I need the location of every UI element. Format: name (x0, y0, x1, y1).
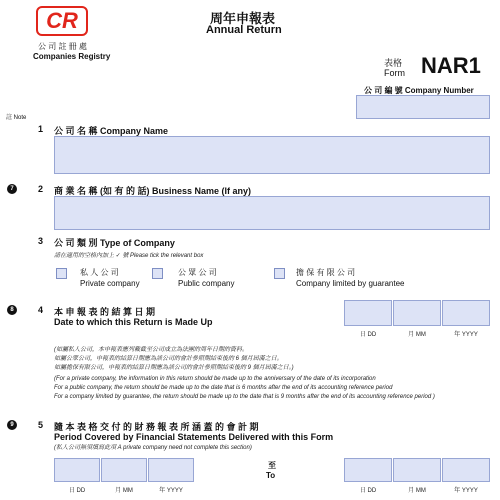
period-to-day-caption: 日 DD (359, 488, 377, 494)
form-title-en: Annual Return (206, 24, 282, 36)
company-name-field[interactable] (54, 136, 490, 174)
company-number-field[interactable] (356, 95, 490, 119)
registry-logo (36, 6, 88, 36)
private-company-checkbox[interactable] (56, 268, 67, 279)
made-up-month-field[interactable] (393, 300, 441, 326)
period-to-label-zh: 至 (268, 461, 276, 470)
public-company-label-zh: 公 眾 公 司 (178, 268, 217, 277)
period-to-month-field[interactable] (393, 458, 441, 482)
period-covered-label-zh: 隨 本 表 格 交 付 的 財 務 報 表 所 涵 蓋 的 會 計 期 (54, 422, 259, 432)
section-3-number: 3 (38, 236, 44, 246)
period-covered-note: (私人公司無須填寫此項 A private company need not complete this section) (54, 445, 252, 451)
public-company-checkbox[interactable] (152, 268, 163, 279)
made-up-date-label-zh: 本 申 報 表 的 結 算 日 期 (54, 307, 156, 317)
guarantee-company-checkbox[interactable] (274, 268, 285, 279)
note-label (6, 112, 26, 121)
period-from-month-caption: 月 MM (115, 488, 133, 494)
form-code: NAR1 (421, 53, 481, 78)
business-name-label: 商 業 名 稱 (如 有 的 話) Business Name (If any) (54, 186, 252, 196)
section-5-number: 5 (38, 420, 44, 430)
section-2-number: 2 (38, 184, 44, 194)
made-up-note-en-2: For a public company, the return should be made up to the date that is 6 months after the end of its accounting reference period (54, 385, 393, 391)
business-name-field[interactable] (54, 196, 490, 230)
note-label-text: 註 Note (6, 115, 27, 121)
period-to-year-field[interactable] (442, 458, 490, 482)
form-label-zh: 表格 (384, 58, 403, 68)
guarantee-company-label-zh: 擔 保 有 限 公 司 (296, 268, 356, 277)
period-from-day-field[interactable] (54, 458, 100, 482)
period-covered-label-en: Period Covered by Financial Statements Delivered with this Form (54, 432, 334, 442)
made-up-note-en-1: (For a private company, the information in this return should be made up to the anniversary of the date of its incorporation (54, 376, 376, 382)
made-up-note-en-3: For a company limited by guarantee, the return should be made up to the date that is 9 months after the end of its accounting reference period ) (54, 394, 435, 400)
made-up-day-field[interactable] (344, 300, 392, 326)
private-company-label-en: Private company (80, 279, 140, 288)
company-number-label: 公 司 編 號 Company Number (364, 86, 474, 95)
made-up-year-caption: 年 YYYY (454, 332, 478, 338)
registry-name-zh: 公 司 註 冊 處 (38, 42, 87, 51)
made-up-year-field[interactable] (442, 300, 490, 326)
note-marker-9: 9 (7, 420, 17, 430)
tick-instruction: 請在適用的空格內加上 ✓ 號 Please tick the relevant box (54, 253, 204, 259)
company-name-label: 公 司 名 稱 Company Name (54, 126, 169, 136)
registry-name-en: Companies Registry (33, 52, 111, 61)
form-title-zh: 周年申報表 (210, 11, 276, 26)
note-marker-8: 8 (7, 305, 17, 315)
period-to-label-en: To (266, 471, 276, 480)
section-1-number: 1 (38, 124, 44, 134)
period-from-year-caption: 年 YYYY (159, 488, 183, 494)
private-company-label-zh: 私 人 公 司 (80, 268, 119, 277)
made-up-note-zh-2: 如屬公眾公司，申報表的結算日期應為該公司的會計參照期結束後的 6 個月屆滿之日。 (54, 356, 283, 362)
public-company-label-en: Public company (178, 279, 235, 288)
made-up-note-zh-1: (如屬私人公司，本申報表應列載截至公司成立為法團的周年日期的資料。 (54, 347, 248, 353)
guarantee-company-label-en: Company limited by guarantee (296, 279, 405, 288)
section-4-number: 4 (38, 305, 44, 315)
period-to-month-caption: 月 MM (408, 488, 426, 494)
made-up-date-label-en: Date to which this Return is Made Up (54, 317, 213, 327)
period-from-year-field[interactable] (148, 458, 194, 482)
made-up-day-caption: 日 DD (359, 332, 377, 338)
company-type-label: 公 司 類 別 Type of Company (54, 238, 175, 248)
note-marker-7: 7 (7, 184, 17, 194)
form-label-en: Form (384, 68, 405, 78)
period-to-day-field[interactable] (344, 458, 392, 482)
period-from-month-field[interactable] (101, 458, 147, 482)
period-to-year-caption: 年 YYYY (454, 488, 478, 494)
made-up-month-caption: 月 MM (408, 332, 426, 338)
made-up-note-zh-3: 如屬擔保有限公司，申報表的結算日期應為該公司的會計參照期結束後的 9 個月屆滿之日。) (54, 365, 294, 371)
period-from-day-caption: 日 DD (68, 488, 86, 494)
logo-text: CR (46, 8, 78, 33)
